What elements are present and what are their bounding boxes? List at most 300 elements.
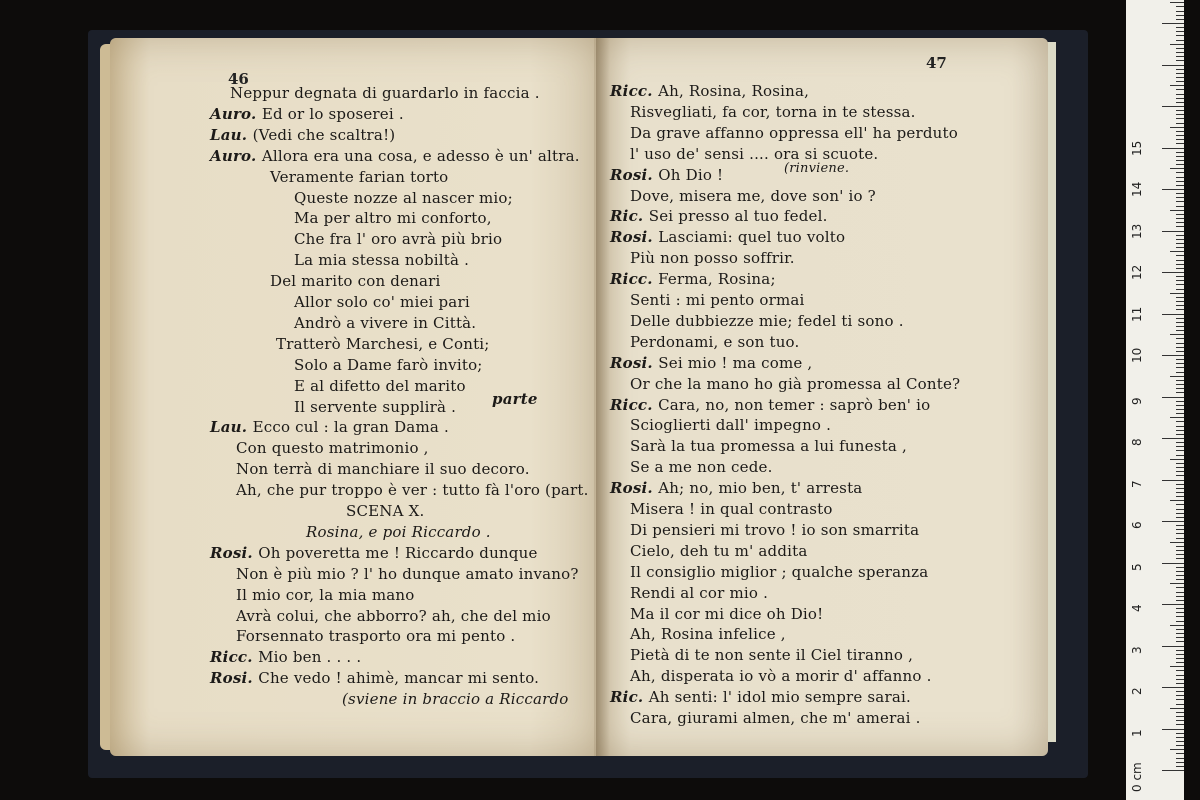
ruler-tick xyxy=(1176,554,1184,555)
ruler-tick xyxy=(1162,480,1184,481)
verse-text: Misera ! in qual contrasto xyxy=(630,500,833,518)
verse-text: Non è più mio ? l' ho dunque amato invano? xyxy=(236,564,579,583)
ruler-tick xyxy=(1176,716,1184,717)
ruler-tick xyxy=(1162,106,1184,107)
verse-text: Il consiglio miglior ; qualche speranza xyxy=(630,562,929,581)
ruler-tick xyxy=(1176,488,1184,489)
text-line xyxy=(210,669,539,687)
ruler-tick xyxy=(1176,745,1184,746)
ruler-tick xyxy=(1176,372,1184,373)
ruler-tick xyxy=(1170,417,1184,418)
verse-text: Senti : mi pento ormai xyxy=(630,291,805,309)
text-line xyxy=(210,544,538,562)
ruler-tick xyxy=(1176,193,1184,194)
ruler-tick xyxy=(1162,604,1184,605)
ruler-tick xyxy=(1176,670,1184,671)
ruler-tick xyxy=(1176,442,1184,443)
ruler-tick xyxy=(1162,189,1184,190)
ruler-tick xyxy=(1176,691,1184,692)
ruler-tick xyxy=(1176,384,1184,385)
ruler-tick xyxy=(1176,118,1184,119)
ruler-tick xyxy=(1170,210,1184,211)
ruler-tick xyxy=(1176,592,1184,593)
ruler-tick xyxy=(1176,367,1184,368)
text-line xyxy=(294,189,513,207)
right-page xyxy=(594,38,1048,756)
ruler-tick xyxy=(1162,397,1184,398)
verse-text: Forsennato trasporto ora mi pento . xyxy=(236,627,516,646)
ruler-tick xyxy=(1176,201,1184,202)
verse-text: Lasciami: quel tuo volto xyxy=(658,228,846,247)
text-line xyxy=(630,584,768,602)
text-line xyxy=(294,209,492,227)
text-line xyxy=(610,228,845,246)
ruler-tick xyxy=(1176,60,1184,61)
speaker-label: Ricc. xyxy=(210,648,259,667)
ruler-tick xyxy=(1176,675,1184,676)
ruler-tick xyxy=(1162,148,1184,149)
ruler-tick xyxy=(1176,131,1184,132)
ruler-tick xyxy=(1176,94,1184,95)
verse-text: (Vedi che scaltra!) xyxy=(252,125,396,144)
ruler-tick xyxy=(1176,289,1184,290)
ruler-tick xyxy=(1176,504,1184,505)
ruler-tick xyxy=(1176,596,1184,597)
text-line xyxy=(210,418,449,436)
verse-text: l' uso de' sensi .... ora si scuote. xyxy=(630,144,879,163)
text-line xyxy=(610,396,930,414)
verse-text: Oh poveretta me ! Riccardo dunque xyxy=(258,543,538,562)
verse-text: La mia stessa nobiltà . xyxy=(294,251,470,270)
ruler-tick xyxy=(1176,629,1184,630)
ruler-tick xyxy=(1170,708,1184,709)
ruler-tick xyxy=(1176,89,1184,90)
ruler-tick xyxy=(1176,276,1184,277)
ruler-tick xyxy=(1176,496,1184,497)
ruler-tick xyxy=(1176,567,1184,568)
ruler-tick xyxy=(1170,625,1184,626)
ruler-tick xyxy=(1176,318,1184,319)
text-line xyxy=(630,458,773,476)
ruler-tick xyxy=(1170,542,1184,543)
verse-text: Avrà colui, che abborro? ah, che del mio xyxy=(236,606,551,625)
ruler-unit-label: 0 cm xyxy=(1130,762,1144,792)
text-line xyxy=(630,103,916,121)
ruler-tick xyxy=(1176,268,1184,269)
text-line xyxy=(630,667,932,685)
ruler-tick xyxy=(1176,172,1184,173)
ruler-tick xyxy=(1176,587,1184,588)
verse-text: Se a me non cede. xyxy=(630,458,773,477)
ruler-tick xyxy=(1176,359,1184,360)
ruler-tick xyxy=(1176,69,1184,70)
verse-text: Da grave affanno oppressa ell' ha perduto xyxy=(630,123,958,142)
verse-text: Queste nozze al nascer mio; xyxy=(294,188,513,207)
ruler-tick xyxy=(1176,616,1184,617)
text-line xyxy=(630,249,795,267)
ruler-tick xyxy=(1170,127,1184,128)
ruler-tick xyxy=(1162,729,1184,730)
ruler-tick xyxy=(1176,699,1184,700)
text-line xyxy=(610,354,812,372)
verse-text: Risvegliati, fa cor, torna in te stessa. xyxy=(630,102,916,121)
verse-text: Solo a Dame farò invito; xyxy=(294,355,483,374)
ruler-tick xyxy=(1176,264,1184,265)
ruler-tick xyxy=(1176,633,1184,634)
ruler-tick xyxy=(1176,720,1184,721)
stage-direction-rinviene: (rinviene. xyxy=(784,161,850,176)
ruler-tick xyxy=(1176,446,1184,447)
verse-text: Ma per altro mi conforto, xyxy=(294,209,492,228)
ruler-tick xyxy=(1176,467,1184,468)
page-number-left: 46 xyxy=(228,70,249,88)
ruler-tick xyxy=(1176,455,1184,456)
verse-text: Rendi al cor mio . xyxy=(630,583,769,602)
text-line xyxy=(342,690,569,708)
verse-text: Tratterò Marchesi, e Conti; xyxy=(276,334,490,353)
verse-text: Che fra l' oro avrà più brio xyxy=(294,230,503,249)
ruler-tick xyxy=(1176,160,1184,161)
ruler-tick xyxy=(1176,413,1184,414)
verse-text: Perdonami, e son tuo. xyxy=(630,332,800,351)
speaker-label: Rosi. xyxy=(210,543,259,562)
ruler-tick xyxy=(1176,409,1184,410)
ruler-number: 1 xyxy=(1130,728,1144,737)
ruler-tick xyxy=(1176,492,1184,493)
ruler-tick xyxy=(1162,23,1184,24)
text-line xyxy=(306,523,491,541)
ruler-tick xyxy=(1176,322,1184,323)
ruler-tick xyxy=(1176,762,1184,763)
ruler-tick xyxy=(1176,579,1184,580)
ruler-tick xyxy=(1176,143,1184,144)
ruler-tick xyxy=(1176,509,1184,510)
ruler-tick xyxy=(1176,571,1184,572)
ruler-tick xyxy=(1176,612,1184,613)
ruler-tick xyxy=(1176,73,1184,74)
ruler-tick xyxy=(1176,177,1184,178)
ruler-tick xyxy=(1176,741,1184,742)
verse-text: Cielo, deh tu m' addita xyxy=(630,541,808,560)
text-line xyxy=(270,168,448,186)
ruler-tick xyxy=(1162,438,1184,439)
book-gutter xyxy=(596,38,610,756)
measurement-ruler xyxy=(1126,0,1184,800)
ruler-tick xyxy=(1176,695,1184,696)
verse-text: Ah, Rosina, Rosina, xyxy=(658,82,810,100)
verse-text: E al difetto del marito xyxy=(294,376,466,395)
text-line xyxy=(294,230,502,248)
verse-text: Cara, giurami almen, che m' amerai . xyxy=(630,709,921,727)
ruler-tick xyxy=(1170,251,1184,252)
text-line xyxy=(630,291,805,309)
text-line xyxy=(294,251,469,269)
ruler-tick xyxy=(1176,301,1184,302)
ruler-tick xyxy=(1176,15,1184,16)
ruler-tick xyxy=(1176,247,1184,248)
ruler-tick xyxy=(1176,392,1184,393)
ruler-tick xyxy=(1176,255,1184,256)
ruler-tick xyxy=(1176,525,1184,526)
ruler-tick xyxy=(1176,351,1184,352)
text-line xyxy=(610,166,723,184)
ruler-tick xyxy=(1170,666,1184,667)
ruler-tick xyxy=(1176,139,1184,140)
ruler-tick xyxy=(1176,475,1184,476)
ruler-tick xyxy=(1176,654,1184,655)
ruler-number: 8 xyxy=(1130,438,1144,446)
verse-text: Mio ben . . . . xyxy=(258,648,362,667)
verse-text: Allora era una cosa, e adesso è un' altra. xyxy=(261,146,580,165)
ruler-tick xyxy=(1176,343,1184,344)
text-line xyxy=(236,460,530,478)
ruler-tick xyxy=(1176,297,1184,298)
text-line xyxy=(294,293,470,311)
text-line xyxy=(276,335,490,353)
ruler-number: 7 xyxy=(1130,479,1144,488)
verse-text: Ferma, Rosina; xyxy=(658,270,776,289)
ruler-tick xyxy=(1176,401,1184,402)
ruler-tick xyxy=(1176,380,1184,381)
ruler-tick xyxy=(1170,334,1184,335)
ruler-tick xyxy=(1176,434,1184,435)
verse-text: Del marito con denari xyxy=(270,272,441,291)
verse-text: Or che la mano ho già promessa al Conte? xyxy=(630,374,961,393)
text-line xyxy=(630,521,919,539)
verse-text: SCENA X. xyxy=(346,502,425,520)
text-line xyxy=(294,356,483,374)
speaker-label: Rosi. xyxy=(610,479,659,498)
ruler-tick xyxy=(1176,753,1184,754)
text-line xyxy=(630,605,823,623)
ruler-tick xyxy=(1176,712,1184,713)
speaker-label: Lau. xyxy=(210,125,253,144)
ruler-tick xyxy=(1176,156,1184,157)
ruler-tick xyxy=(1170,500,1184,501)
text-line xyxy=(630,124,958,142)
text-line xyxy=(610,688,911,706)
text-line xyxy=(236,607,551,625)
ruler-tick xyxy=(1176,48,1184,49)
text-line xyxy=(630,709,921,727)
verse-text: (sviene in braccio a Riccardo xyxy=(342,690,569,709)
ruler-tick xyxy=(1176,430,1184,431)
text-line xyxy=(630,416,831,434)
ruler-tick xyxy=(1170,168,1184,169)
ruler-tick xyxy=(1176,6,1184,7)
ruler-tick xyxy=(1176,152,1184,153)
ruler-tick xyxy=(1176,31,1184,32)
ruler-number: 5 xyxy=(1130,562,1144,571)
text-line xyxy=(210,126,395,144)
ruler-tick xyxy=(1162,272,1184,273)
ruler-tick xyxy=(1176,222,1184,223)
speaker-label: Ricc. xyxy=(610,82,659,100)
text-line xyxy=(630,646,913,664)
ruler-number: 3 xyxy=(1130,645,1144,654)
ruler-tick xyxy=(1176,704,1184,705)
ruler-tick xyxy=(1176,517,1184,518)
ruler-tick xyxy=(1176,733,1184,734)
ruler-tick xyxy=(1176,621,1184,622)
ruler-tick xyxy=(1170,583,1184,584)
ruler-tick xyxy=(1170,293,1184,294)
ruler-tick xyxy=(1176,98,1184,99)
verse-text: Il mio cor, la mia mano xyxy=(236,585,415,604)
ruler-tick xyxy=(1176,450,1184,451)
ruler-tick xyxy=(1170,2,1184,3)
speaker-label: Lau. xyxy=(210,418,253,437)
ruler-number: 12 xyxy=(1130,264,1144,280)
verse-text: Dove, misera me, dove son' io ? xyxy=(630,186,876,205)
text-line xyxy=(236,439,429,457)
ruler-tick xyxy=(1162,687,1184,688)
verse-text: Non terrà di manchiare il suo decoro. xyxy=(236,460,530,479)
ruler-tick xyxy=(1176,235,1184,236)
ruler-tick xyxy=(1176,330,1184,331)
verse-text: Andrò a vivere in Città. xyxy=(294,313,477,332)
ruler-tick xyxy=(1176,421,1184,422)
ruler-tick xyxy=(1170,376,1184,377)
verse-text: Sei mio ! ma come , xyxy=(658,353,813,372)
ruler-tick xyxy=(1176,305,1184,306)
verse-text: Delle dubbiezze mie; fedel ti sono . xyxy=(630,311,904,330)
ruler-tick xyxy=(1176,650,1184,651)
ruler-tick xyxy=(1162,355,1184,356)
verse-text: Ah, che pur troppo è ver : tutto fà l'oro (part. xyxy=(236,481,589,500)
ruler-tick xyxy=(1176,164,1184,165)
stage-direction-parte: parte xyxy=(492,390,538,408)
text-line xyxy=(346,502,424,520)
ruler-tick xyxy=(1176,110,1184,111)
text-line xyxy=(630,375,960,393)
ruler-tick xyxy=(1162,314,1184,315)
ruler-tick xyxy=(1176,471,1184,472)
ruler-tick xyxy=(1176,52,1184,53)
ruler-tick xyxy=(1176,608,1184,609)
text-line xyxy=(270,272,441,290)
verse-text: Con questo matrimonio , xyxy=(236,439,429,458)
ruler-tick xyxy=(1176,388,1184,389)
text-line xyxy=(294,398,456,416)
ruler-tick xyxy=(1176,197,1184,198)
text-line xyxy=(630,563,928,581)
verse-text: Di pensieri mi trovo ! io son smarrita xyxy=(630,520,920,539)
ruler-number: 15 xyxy=(1130,140,1144,156)
speaker-label: Rosi. xyxy=(210,669,259,688)
ruler-tick xyxy=(1176,405,1184,406)
text-line xyxy=(610,207,828,225)
verse-text: Scioglierti dall' impegno . xyxy=(630,416,832,435)
speaker-label: Ricc. xyxy=(610,270,659,289)
text-line xyxy=(210,147,580,165)
ruler-tick xyxy=(1176,679,1184,680)
ruler-tick xyxy=(1176,347,1184,348)
ruler-tick xyxy=(1176,538,1184,539)
ruler-tick xyxy=(1170,459,1184,460)
verse-text: Sei presso al tuo fedel. xyxy=(648,207,828,226)
ruler-tick xyxy=(1176,724,1184,725)
ruler-tick xyxy=(1176,758,1184,759)
verse-text: Che vedo ! ahimè, mancar mi sento. xyxy=(258,669,540,688)
ruler-tick xyxy=(1176,284,1184,285)
text-line xyxy=(630,187,876,205)
ruler-tick xyxy=(1176,181,1184,182)
verse-text: Ah, Rosina infelice , xyxy=(630,625,786,644)
text-line xyxy=(610,479,862,497)
ruler-tick xyxy=(1176,529,1184,530)
ruler-tick xyxy=(1162,770,1184,771)
ruler-tick xyxy=(1176,226,1184,227)
ruler-tick xyxy=(1176,737,1184,738)
ruler-tick xyxy=(1176,309,1184,310)
text-line xyxy=(236,565,579,583)
ruler-tick xyxy=(1170,85,1184,86)
verse-text: Veramente farian torto xyxy=(270,167,449,186)
text-line xyxy=(230,84,540,102)
verse-text: Ah; no, mio ben, t' arresta xyxy=(658,479,863,498)
ruler-tick xyxy=(1176,81,1184,82)
text-line xyxy=(236,627,515,645)
ruler-number: 9 xyxy=(1130,396,1144,405)
ruler-tick xyxy=(1176,662,1184,663)
ruler-tick xyxy=(1176,280,1184,281)
text-line xyxy=(630,542,808,560)
ruler-tick xyxy=(1176,40,1184,41)
ruler-tick xyxy=(1176,766,1184,767)
ruler-tick xyxy=(1176,206,1184,207)
text-line xyxy=(210,105,404,123)
ruler-tick xyxy=(1176,77,1184,78)
ruler-tick xyxy=(1176,185,1184,186)
ruler-tick xyxy=(1176,123,1184,124)
verse-text: Ah, disperata io vò a morir d' affanno . xyxy=(630,667,932,686)
page-number-right: 47 xyxy=(926,54,947,72)
verse-text: Cara, no, non temer : saprò ben' io xyxy=(658,395,931,414)
speaker-label: Ric. xyxy=(610,688,649,707)
verse-text: Il servente supplirà . xyxy=(294,397,457,416)
ruler-tick xyxy=(1176,575,1184,576)
text-line xyxy=(630,625,786,643)
ruler-tick xyxy=(1176,546,1184,547)
verse-text: Allor solo co' miei pari xyxy=(294,293,470,311)
ruler-tick xyxy=(1176,114,1184,115)
ruler-tick xyxy=(1170,749,1184,750)
speaker-label: Rosi. xyxy=(610,228,659,247)
ruler-number: 6 xyxy=(1130,521,1144,529)
ruler-tick xyxy=(1176,658,1184,659)
ruler-tick xyxy=(1176,102,1184,103)
verse-text: Rosina, e poi Riccardo . xyxy=(306,522,491,541)
verse-text: Oh Dio ! xyxy=(658,165,724,184)
speaker-label: Rosi. xyxy=(610,165,659,184)
text-line xyxy=(630,500,833,518)
speaker-label: Ric. xyxy=(610,207,649,226)
verse-text: Ah senti: l' idol mio sempre sarai. xyxy=(648,688,911,707)
left-page xyxy=(110,38,604,756)
ruler-tick xyxy=(1176,683,1184,684)
ruler-tick xyxy=(1176,426,1184,427)
ruler-tick xyxy=(1176,239,1184,240)
verse-text: Ma il cor mi dice oh Dio! xyxy=(630,604,824,623)
ruler-number: 14 xyxy=(1130,181,1144,197)
text-line xyxy=(236,586,415,604)
ruler-number: 4 xyxy=(1130,604,1144,612)
ruler-tick xyxy=(1176,135,1184,136)
ruler-tick xyxy=(1176,214,1184,215)
ruler-tick xyxy=(1176,11,1184,12)
text-line xyxy=(294,377,466,395)
